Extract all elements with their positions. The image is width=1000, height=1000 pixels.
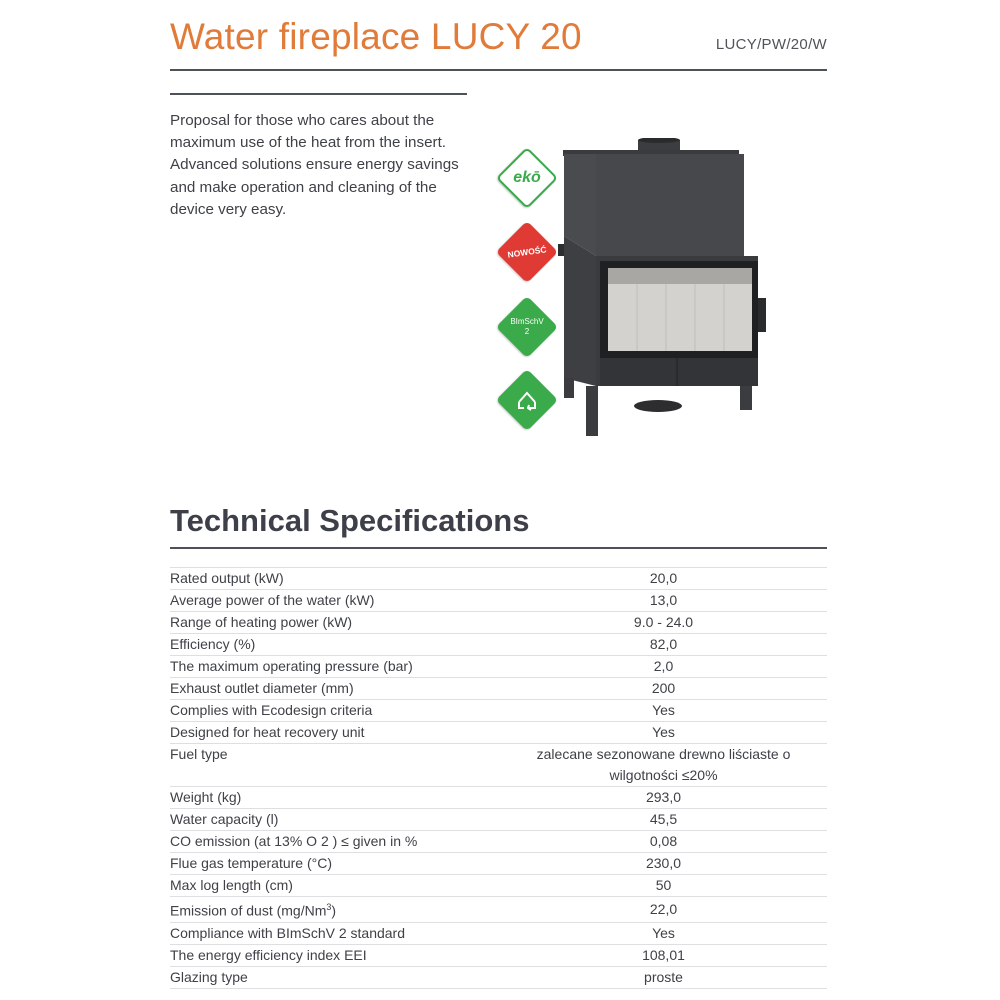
product-code: LUCY/PW/20/W xyxy=(715,36,827,53)
spec-label: Average power of the water (kW) xyxy=(170,590,500,612)
spec-label: Exhaust outlet diameter (mm) xyxy=(170,678,500,700)
spec-value: 200 xyxy=(500,678,827,700)
table-row xyxy=(170,875,827,897)
page-title: Water fireplace LUCY 20 xyxy=(170,16,582,57)
spec-value: 293,0 xyxy=(500,787,827,809)
spec-label: Flue gas temperature (°C) xyxy=(170,853,500,875)
spec-label: Designed for heat recovery unit xyxy=(170,722,500,744)
table-row xyxy=(170,787,827,809)
spec-label: The energy efficiency index EEI xyxy=(170,944,500,966)
fuel-type-line-1: zalecane sezonowane drewno liściaste o xyxy=(536,746,791,762)
spec-value: Yes xyxy=(500,700,827,722)
recycle-badge xyxy=(497,370,557,430)
bimschv-badge xyxy=(497,297,557,357)
spec-label: Fuel type xyxy=(170,744,500,787)
spec-label: Water capacity (l) xyxy=(170,809,500,831)
spec-value: 20,0 xyxy=(500,568,827,590)
fireplace-product-image xyxy=(556,138,776,438)
eko-label: ekō xyxy=(513,169,541,186)
spec-value: proste xyxy=(500,966,827,988)
spec-value: Yes xyxy=(500,922,827,944)
table-row xyxy=(170,722,827,744)
bimschv-label: BImSchV xyxy=(510,317,544,326)
spec-label: The maximum operating pressure (bar) xyxy=(170,656,500,678)
intro-divider xyxy=(170,93,467,95)
spec-label: Rated output (kW) xyxy=(170,568,500,590)
intro-text: Proposal for those who cares about the maximum use of the heat from the insert. Advanced solutions ensure energy savings and make operation and cleaning of the device very easy. xyxy=(170,112,459,218)
recycle-arrows-icon xyxy=(512,385,542,415)
spec-value: 22,0 xyxy=(500,897,827,923)
spec-value: 13,0 xyxy=(500,590,827,612)
new-label: NOWOŚĆ xyxy=(506,244,548,260)
table-row xyxy=(170,944,827,966)
table-row xyxy=(170,656,827,678)
eko-badge xyxy=(497,148,557,208)
bimschv-number: 2 xyxy=(524,327,530,336)
table-row xyxy=(170,744,827,787)
spec-value: 0,08 xyxy=(500,831,827,853)
table-row xyxy=(170,831,827,853)
spec-value: 50 xyxy=(500,875,827,897)
table-row xyxy=(170,809,827,831)
table-row xyxy=(170,922,827,944)
spec-label xyxy=(170,897,500,923)
spec-value xyxy=(500,744,827,787)
new-badge xyxy=(497,222,557,282)
specs-title: Technical Specifications xyxy=(170,503,530,538)
spec-label: Complies with Ecodesign criteria xyxy=(170,700,500,722)
table-row xyxy=(170,590,827,612)
spec-label: Glazing type xyxy=(170,966,500,988)
table-row xyxy=(170,678,827,700)
spec-value: 82,0 xyxy=(500,634,827,656)
header-divider xyxy=(170,69,827,71)
spec-value: 108,01 xyxy=(500,944,827,966)
table-row xyxy=(170,700,827,722)
specs-divider xyxy=(170,547,827,549)
spec-value: 230,0 xyxy=(500,853,827,875)
table-row xyxy=(170,568,827,590)
spec-label: Efficiency (%) xyxy=(170,634,500,656)
spec-label: Max log length (cm) xyxy=(170,875,500,897)
spec-label: CO emission (at 13% O 2 ) ≤ given in % xyxy=(170,831,500,853)
dust-label-superscript: 3 xyxy=(326,902,332,912)
table-row xyxy=(170,634,827,656)
spec-value: 2,0 xyxy=(500,656,827,678)
spec-value: 45,5 xyxy=(500,809,827,831)
dust-label-main: Emission of dust (mg/Nm xyxy=(170,902,327,919)
fuel-type-line-2: wilgotności ≤20% xyxy=(609,767,718,783)
specs-table xyxy=(170,567,827,989)
dust-label-end: ) xyxy=(331,902,337,919)
table-row xyxy=(170,853,827,875)
table-row xyxy=(170,612,827,634)
spec-label: Range of heating power (kW) xyxy=(170,612,500,634)
spec-value: Yes xyxy=(500,722,827,744)
spec-value: 9.0 - 24.0 xyxy=(500,612,827,634)
table-row xyxy=(170,897,827,923)
table-row xyxy=(170,966,827,988)
spec-label: Compliance with BImSchV 2 standard xyxy=(170,922,500,944)
spec-label: Weight (kg) xyxy=(170,787,500,809)
